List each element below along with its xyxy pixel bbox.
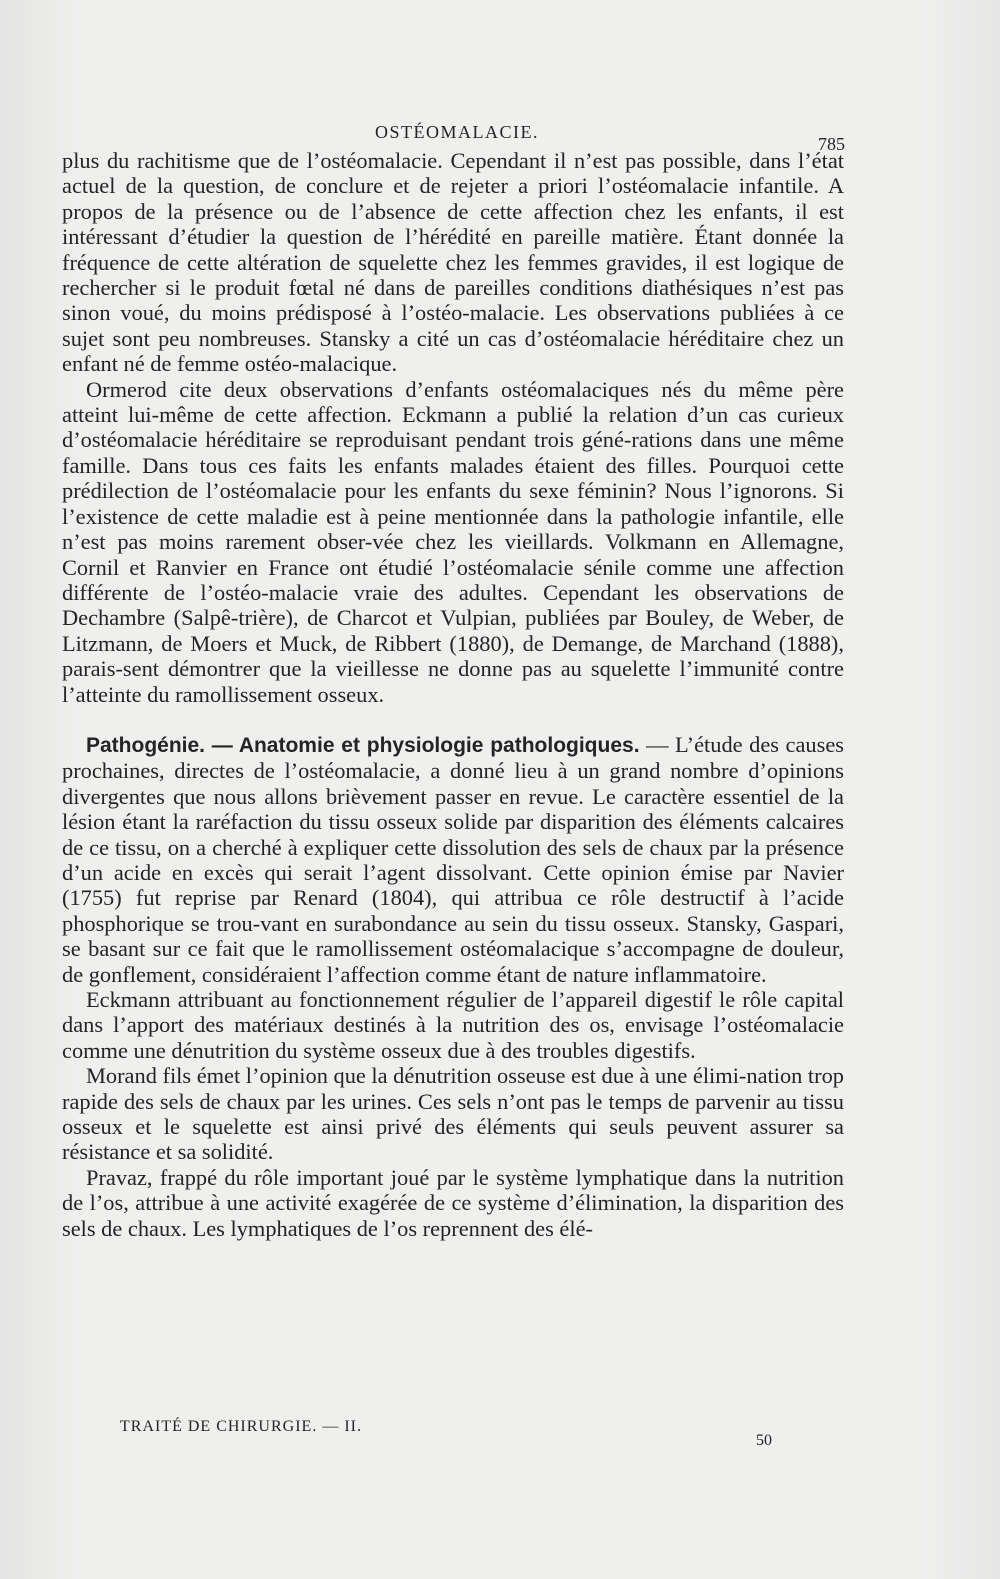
paragraph-pathogenie — [62, 732, 844, 987]
body-text — [62, 148, 844, 1241]
running-head: OSTÉOMALACIE. — [375, 122, 539, 142]
section-heading: Pathogénie. — Anatomie et physiologie pathologiques. — [86, 733, 640, 757]
paragraph-2: Ormerod cite deux observations d’enfants ostéomalaciques nés du même père atteint lui-même de cette affection. Eckmann a publié la relation d’un cas curieux d’ostéomalacie héréditaire se reproduisant pendant trois géné-rations dans une même famille. Dans tous ces faits les enfants malades étaient des filles. Pourquoi cette prédilection de l’ostéomalacie pour les enfants du sexe féminin? Nous l’ignorons. Si l’existence de cette maladie est à peine mentionnée dans la pathologie infantile, elle n’est pas moins rarement obser-vée chez les vieillards. Volkmann en Allemagne, Cornil et Ranvier en France ont étudié l’ostéomalacie sénile comme une affection différente de l’ostéo-malacie vraie des adultes. Cependant les observations de Dechambre (Salpê-trière), de Charcot et Vulpian, publiées par Bouley, de Weber, de Litzmann, de Moers et Muck, de Ribbert (1880), de Demange, de Marchand (1888), parais-sent démontrer que la vieillesse ne donne pas au squelette l’immunité contre l’atteinte du ramollissement osseux. — [62, 376, 844, 707]
paragraph-pathogenie-text: — L’étude des causes prochaines, directes de l’ostéomalacie, a donné lieu à un grand nombre d’opinions divergentes que nous allons brièvement passer en revue. Le caractère essentiel de la lésion étant la raréfaction du tissu osseux solide par disparition des éléments calcaires de ce tissu, on a cherché à expliquer cette dissolution des sels de chaux par la présence d’un acide en excès qui serait l’agent dissolvant. Cette opinion émise par Navier (1755) fut reprise par Renard (1804), qui attribua ce rôle destructif à l’acide phosphorique se trou-vant en surabondance au sein du tissu osseux. Stansky, Gaspari, se basant sur ce fait que le ramollissement ostéomalacique s’accompagne de douleur, de gonflement, considéraient l’affection comme étant de nature inflammatoire. — [62, 731, 844, 987]
paragraph-1: plus du rachitisme que de l’ostéomalacie. Cependant il n’est pas possible, dans l’état actuel de la question, de conclure et de rejeter a priori l’ostéomalacie infantile. A propos de la présence ou de l’absence de cette affection chez les enfants, il est intéressant d’étudier la question de l’hérédité en pareille matière. Étant donnée la fréquence de cette altération de squelette chez les femmes gravides, il est logique de rechercher si le produit fœtal né dans de pareilles conditions diathésiques n’est pas sinon voué, du moins prédisposé à l’ostéo-malacie. Les observations publiées à ce sujet sont peu nombreuses. Stansky a cité un cas d’ostéomalacie héréditaire chez un enfant né de femme ostéo-malacique. — [62, 148, 844, 377]
paragraph-5: Morand fils émet l’opinion que la dénutrition osseuse est due à une élimi-nation trop rapide des sels de chaux par les urines. Ces sels n’ont pas le temps de parvenir au tissu osseux et le squelette est ainsi privé des éléments qui seuls peuvent assurer sa résistance et sa solidité. — [62, 1063, 845, 1165]
paragraph-4: Eckmann attribuant au fonctionnement régulier de l’appareil digestif le rôle capital dans l’apport des matériaux destinés à la nutrition des os, envisage l’ostéomalacie comme une dénutrition du système osseux due à des troubles digestifs. — [62, 987, 844, 1063]
footer-book-title: TRAITÉ DE CHIRURGIE. — II. — [120, 1418, 362, 1435]
footer-signature: 50 — [756, 1432, 772, 1449]
page-number: 785 — [818, 134, 845, 154]
paragraph-6: Pravaz, frappé du rôle important joué par le système lymphatique dans la nutrition de l’os, attribue à une activité exagérée de ce système d’élimination, la disparition des sels de chaux. Les lymphatiques de l’os reprennent des élé- — [62, 1164, 844, 1241]
